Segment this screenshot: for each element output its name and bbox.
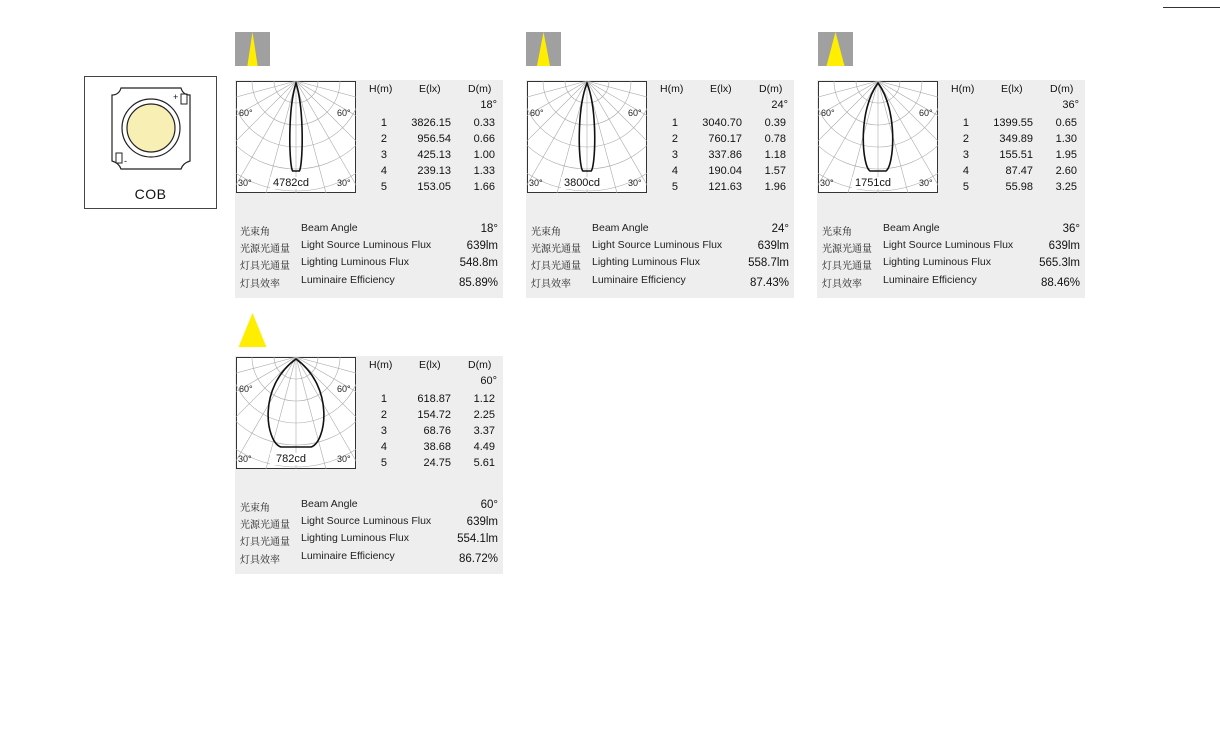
table-header-e: E(lx) [419,83,441,95]
spec-value: 18° [480,223,498,235]
table-header-d: D(m) [468,359,492,371]
spec-label-en: Luminaire Efficiency [301,550,395,562]
peak-intensity-label: 3800cd [561,177,603,189]
photometric-panel [235,80,503,298]
spec-label-cn: 灯具效率 [240,555,280,566]
spec-value: 87.43% [749,277,789,289]
spec-value: 558.7lm [748,257,789,269]
table-beam-angle: 18° [480,99,497,111]
table-cell-illuminance: 425.13 [417,149,451,161]
table-cell-illuminance: 956.54 [417,133,451,145]
table-cell-diameter: 1.00 [473,149,495,161]
spec-label-cn: 光源光通量 [240,520,290,531]
spec-value: 85.89% [458,277,498,289]
table-cell-height: 1 [380,117,387,129]
table-cell-height: 4 [380,441,387,453]
spec-label-en: Light Source Luminous Flux [592,239,723,251]
table-cell-diameter: 0.33 [473,117,495,129]
table-cell-diameter: 1.33 [473,165,495,177]
table-cell-diameter: 3.37 [473,425,495,437]
table-cell-illuminance: 760.17 [708,133,742,145]
table-cell-height: 3 [380,425,387,437]
spec-label-cn: 光束角 [240,227,270,238]
angle-label-upper-left: 60° [530,108,544,118]
spec-label-en: Lighting Luminous Flux [883,256,991,268]
spec-label-en: Lighting Luminous Flux [301,256,409,268]
spec-value: 639lm [466,240,498,252]
table-cell-diameter: 1.18 [764,149,786,161]
spec-label-en: Beam Angle [592,222,649,234]
table-header-h: H(m) [369,359,393,371]
polar-distribution-diagram [818,81,938,193]
cob-label: COB [134,186,167,202]
table-header-d: D(m) [1050,83,1074,95]
table-cell-height: 5 [380,457,387,469]
table-cell-illuminance: 3826.15 [411,117,451,129]
table-cell-height: 3 [380,149,387,161]
angle-label-lower-right: 30° [337,454,351,464]
spec-label-cn: 灯具光通量 [822,261,872,272]
spec-value: 24° [771,223,789,235]
spec-label-cn: 灯具效率 [240,279,280,290]
peak-intensity-label: 1751cd [852,177,894,189]
angle-label-lower-left: 30° [820,178,834,188]
table-cell-illuminance: 153.05 [417,181,451,193]
table-cell-illuminance: 68.76 [423,425,451,437]
table-header-h: H(m) [951,83,975,95]
spec-value: 36° [1062,223,1080,235]
angle-label-upper-right: 60° [628,108,642,118]
spec-value: 554.1lm [457,533,498,545]
table-cell-diameter: 1.96 [764,181,786,193]
table-header-d: D(m) [468,83,492,95]
spec-value: 86.72% [458,553,498,565]
table-beam-angle: 60° [480,375,497,387]
table-cell-height: 2 [380,409,387,421]
table-cell-illuminance: 337.86 [708,149,742,161]
spec-label-cn: 灯具光通量 [240,537,290,548]
spec-label-en: Beam Angle [301,222,358,234]
table-header-h: H(m) [369,83,393,95]
table-cell-diameter: 4.49 [473,441,495,453]
table-cell-illuminance: 1399.55 [993,117,1033,129]
angle-label-lower-right: 30° [919,178,933,188]
spec-label-en: Light Source Luminous Flux [883,239,1014,251]
cob-minus-mark: - [124,156,127,166]
table-cell-height: 2 [380,133,387,145]
table-cell-diameter: 1.57 [764,165,786,177]
table-cell-illuminance: 190.04 [708,165,742,177]
table-cell-height: 5 [380,181,387,193]
spec-label-cn: 光源光通量 [240,244,290,255]
spec-label-en: Lighting Luminous Flux [592,256,700,268]
spec-label-en: Light Source Luminous Flux [301,515,432,527]
beam-angle-icon [526,32,561,66]
angle-label-lower-left: 30° [238,178,252,188]
table-cell-height: 5 [671,181,678,193]
angle-label-upper-right: 60° [337,108,351,118]
table-cell-illuminance: 38.68 [423,441,451,453]
angle-label-upper-left: 60° [239,384,253,394]
table-cell-height: 2 [671,133,678,145]
spec-label-cn: 灯具效率 [531,279,571,290]
table-cell-height: 4 [671,165,678,177]
table-cell-diameter: 2.25 [473,409,495,421]
table-beam-angle: 24° [771,99,788,111]
peak-intensity-label: 782cd [270,453,312,465]
table-cell-diameter: 1.66 [473,181,495,193]
table-cell-illuminance: 55.98 [1005,181,1033,193]
photometric-panel [526,80,794,298]
spec-label-en: Luminaire Efficiency [592,274,686,286]
spec-label-cn: 灯具效率 [822,279,862,290]
angle-label-upper-right: 60° [919,108,933,118]
angle-label-upper-left: 60° [239,108,253,118]
table-cell-height: 1 [380,393,387,405]
table-cell-diameter: 0.66 [473,133,495,145]
angle-label-upper-left: 60° [821,108,835,118]
table-cell-illuminance: 87.47 [1005,165,1033,177]
table-cell-height: 3 [671,149,678,161]
table-cell-height: 3 [962,149,969,161]
table-cell-diameter: 5.61 [473,457,495,469]
angle-label-lower-right: 30° [628,178,642,188]
angle-label-lower-left: 30° [238,454,252,464]
spec-label-cn: 灯具光通量 [531,261,581,272]
spec-label-en: Beam Angle [883,222,940,234]
spec-label-cn: 灯具光通量 [240,261,290,272]
spec-label-en: Luminaire Efficiency [883,274,977,286]
spec-label-cn: 光源光通量 [822,244,872,255]
table-cell-illuminance: 121.63 [708,181,742,193]
table-cell-illuminance: 349.89 [999,133,1033,145]
table-beam-angle: 36° [1062,99,1079,111]
table-header-d: D(m) [759,83,783,95]
table-cell-diameter: 2.60 [1055,165,1077,177]
table-cell-height: 1 [671,117,678,129]
table-cell-illuminance: 3040.70 [702,117,742,129]
table-cell-diameter: 0.39 [764,117,786,129]
table-cell-illuminance: 154.72 [417,409,451,421]
photometric-panel [817,80,1085,298]
table-header-e: E(lx) [419,359,441,371]
table-header-e: E(lx) [710,83,732,95]
table-cell-diameter: 1.30 [1055,133,1077,145]
table-cell-illuminance: 24.75 [423,457,451,469]
spec-label-cn: 光源光通量 [531,244,581,255]
table-cell-height: 4 [962,165,969,177]
spec-label-cn: 光束角 [822,227,852,238]
table-cell-diameter: 0.65 [1055,117,1077,129]
table-header-e: E(lx) [1001,83,1023,95]
photometric-panel [235,356,503,574]
spec-label-cn: 光束角 [531,227,561,238]
table-cell-illuminance: 618.87 [417,393,451,405]
table-cell-diameter: 0.78 [764,133,786,145]
spec-value: 60° [480,499,498,511]
spec-value: 639lm [757,240,789,252]
spec-value: 548.8m [459,257,498,269]
spec-value: 639lm [466,516,498,528]
polar-distribution-diagram [236,357,356,469]
cob-plus-mark: + [173,92,179,102]
table-cell-diameter: 1.95 [1055,149,1077,161]
spec-value: 88.46% [1040,277,1080,289]
table-cell-height: 5 [962,181,969,193]
beam-angle-icon [235,313,270,347]
table-cell-height: 1 [962,117,969,129]
table-cell-illuminance: 239.13 [417,165,451,177]
table-cell-diameter: 1.12 [473,393,495,405]
beam-angle-icon [818,32,853,66]
angle-label-lower-right: 30° [337,178,351,188]
peak-intensity-label: 4782cd [270,177,312,189]
spec-value: 639lm [1048,240,1080,252]
table-cell-height: 2 [962,133,969,145]
cob-chip-card [84,76,217,209]
table-cell-height: 4 [380,165,387,177]
spec-label-en: Luminaire Efficiency [301,274,395,286]
table-cell-illuminance: 155.51 [999,149,1033,161]
table-cell-diameter: 3.25 [1055,181,1077,193]
beam-angle-icon [235,32,270,66]
polar-distribution-diagram [527,81,647,193]
polar-distribution-diagram [236,81,356,193]
top-right-rule [1163,7,1220,8]
spec-value: 565.3lm [1039,257,1080,269]
spec-label-en: Light Source Luminous Flux [301,239,432,251]
spec-label-en: Lighting Luminous Flux [301,532,409,544]
spec-label-cn: 光束角 [240,503,270,514]
angle-label-lower-left: 30° [529,178,543,188]
angle-label-upper-right: 60° [337,384,351,394]
table-header-h: H(m) [660,83,684,95]
spec-label-en: Beam Angle [301,498,358,510]
